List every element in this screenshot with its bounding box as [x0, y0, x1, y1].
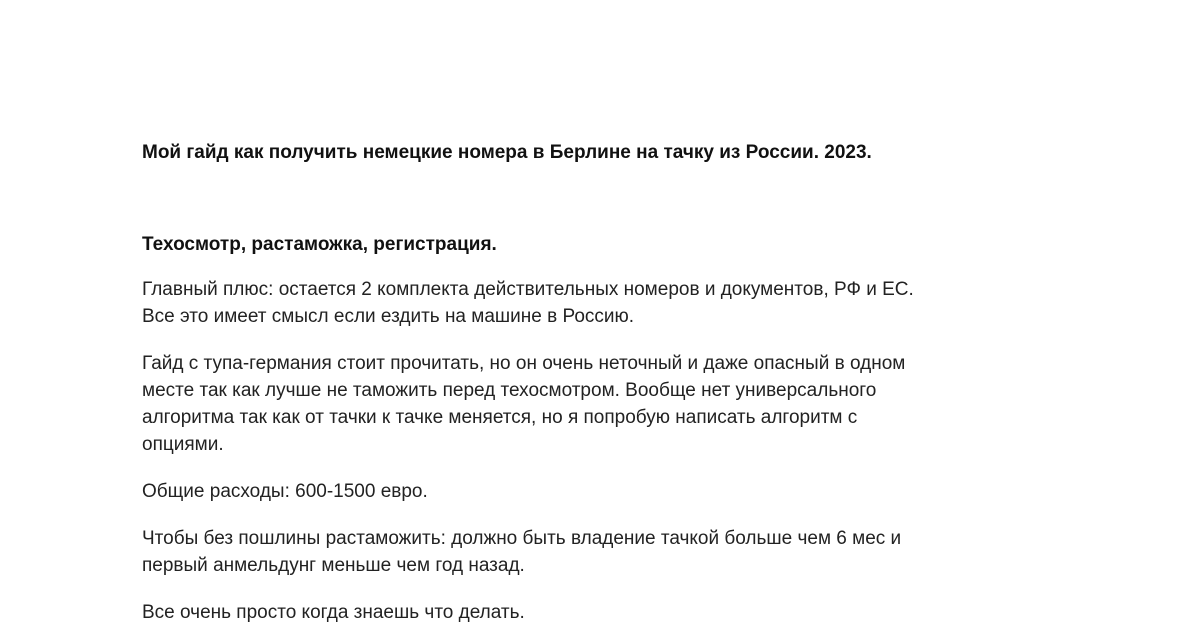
- document-title: Мой гайд как получить немецкие номера в Берлине на тачку из России. 2023.: [142, 142, 872, 163]
- paragraph-line: Общие расходы: 600-1500 евро.: [142, 481, 428, 502]
- paragraph-total-costs: [142, 478, 1042, 505]
- paragraph-line: Гайд с тупа-германия стоит прочитать, но он очень неточный и даже опасный в одном: [142, 353, 906, 374]
- paragraph-line: Главный плюс: остается 2 комплекта действительных номеров и документов, РФ и ЕС.: [142, 279, 914, 300]
- paragraph-duty-free-conditions: [142, 525, 1042, 579]
- paragraph-line: алгоритма так как от тачки к тачке меняется, но я попробую написать алгоритм с: [142, 407, 858, 428]
- paragraph-line: месте так как лучше не таможить перед техосмотром. Вообще нет универсального: [142, 380, 877, 401]
- section-heading: Техосмотр, растаможка, регистрация.: [142, 234, 497, 255]
- paragraph-line: Все это имеет смысл если ездить на машине в Россию.: [142, 306, 635, 327]
- paragraph-main-advantage: [142, 276, 1042, 330]
- paragraph-conclusion: [142, 599, 1042, 626]
- paragraph-line: Все очень просто когда знаешь что делать.: [142, 602, 525, 623]
- paragraph-line: Чтобы без пошлины растаможить: должно быть владение тачкой больше чем 6 мес и: [142, 528, 902, 549]
- paragraph-line: опциями.: [142, 434, 224, 455]
- paragraph-line: первый анмельдунг меньше чем год назад.: [142, 555, 525, 576]
- document-body: [142, 140, 1042, 626]
- paragraph-guide-note: [142, 350, 1042, 458]
